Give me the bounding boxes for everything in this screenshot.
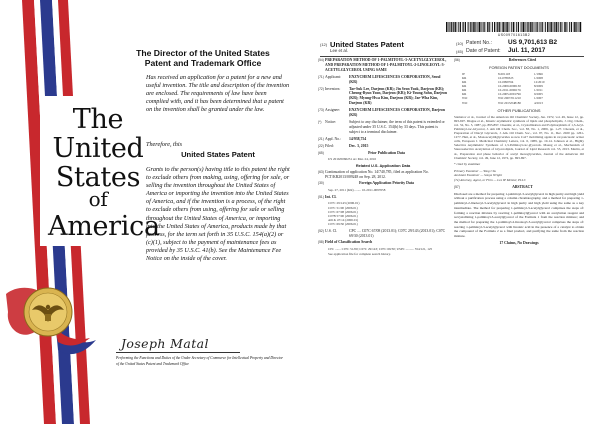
document-number: US009701613B2	[497, 33, 531, 37]
foreign-doc-cell: WO 2013/048180	[498, 100, 521, 105]
inventors-value: Tae-Suk Lee, Daejeon (KR); Jin Seon Yook, Daejeon (KR); Cheong-Ryun Yoon, Daejeon (KR); Ki-Young Sohn, Daejeon (KR); Myung-Hwa Kim, Daejeon (KR); Jae-Wha Kim, Daejeon (KR)	[349, 86, 448, 106]
grant-intro-text: Has received an application for a patent for a new and useful invention. The title and description of the invention are enclosed. The requirements of law have been complied with, and it has been determined that a patent on the invention shall be granted under the law.	[146, 74, 290, 114]
foreign-doc-cell: KR	[462, 76, 467, 80]
barcode-bar	[473, 22, 474, 32]
related-field	[318, 170, 448, 180]
int-cl-item: C07C 51/00 (2006.01)	[328, 205, 358, 210]
field-code: (30)	[318, 181, 324, 186]
director-heading-line-2: Patent and Trademark Office	[144, 58, 262, 68]
appl-no-field	[318, 137, 448, 142]
applicant-value: ENZYCHEM LIFESCIENCES CORPORATION, Seoul (KR)	[349, 74, 441, 84]
primary-examiner: Primary Examiner — Yong Chu	[454, 168, 497, 173]
int-cl-item: A61K 47/14 (2006.01)	[328, 218, 359, 223]
barcode-bar	[536, 22, 537, 32]
barcode-bar	[550, 22, 551, 32]
barcode-bars	[446, 22, 581, 32]
other-pubs-text: Stamatov et al., Journal of the American Oil Chemists' Society, Jan. 1972, vol. 49, Issue 12, pp. 693-697. Diagne et al., Kinetic asymmetric synthesis of lipids and phospholipids, J. Org. Chem., vol. 52, No. 5, 1987, pp. 895-897. Cheenbr, et al., Crystallization and Polymorphism of 1,3-Acyl-Palmitoyl-rac-Glycerol, J. Am Oil Chem. Soc., vol. 83, No. 1, 2006, pp. 1-27. Cheonis, et al., Preparation of Diacyl Glycerols, J. Am. Oil Chem. Soc., vol. 97, No. 11, Dec. 2020 pp. 1261-1277. Heti, et al., Monoacetyldiglycerides as new Ca2+ mobilizing agents in rat pancreatic acinar cells, European J. Medicinal Chemistry Letters, vol. 6, 1989, pp. 10-14. Johnson et al., Highly Selective Asymmetric Synthesis of 1,3-Palmitoyl-rac-glycerols. Maeng et al., Mechanism of Stereoselective Acetylation of Glycerolipids, Journal of Lipid Research vol. 55, 2013. Martin, et al., Preparation and phase behavior of acetyl monoglycerides, Journal of the American Oil Chemists' Society, vol. 49, June 12, 1972, pp. 693-697.	[454, 114, 584, 160]
barcode-bar	[511, 22, 512, 32]
field-code: (54)	[318, 58, 324, 62]
field-code: (21)	[318, 136, 324, 141]
barcode-bar	[482, 22, 483, 32]
field-code: (22)	[318, 143, 324, 148]
prior-pub-value: US 2016/0060231 A1 Mar. 24, 2016	[328, 157, 377, 162]
barcode-bar	[513, 22, 514, 32]
us-cl-value: CPC .... C07C 67/08 (2013.01); C07C 29/143 (2013.01); C07C 69/30 (2013.01)	[349, 228, 446, 238]
field-label: Inventors:	[325, 86, 341, 91]
foreign-doc-cell: 1/2008	[534, 76, 543, 80]
country-heading: United States Patent	[330, 40, 404, 49]
date-label: Date of Patent:	[466, 48, 501, 54]
field-code: (51)	[318, 194, 324, 199]
barcode-bar	[492, 22, 493, 32]
claims-line: 17 Claims, No Drawings	[499, 240, 539, 245]
foreign-docs-table	[454, 72, 584, 105]
barcode-bar	[521, 22, 522, 32]
notice-value: Subject to any disclaimer, the term of this patent is extended or adjusted under 35 U.S.C. 154(b) by 33 days. This patent is subject to a terminal disclaimer.	[349, 119, 445, 134]
barcode-bar	[470, 22, 471, 32]
seal-icon	[22, 286, 74, 338]
related-value: Continuation of application No. 14/740,785, filed as application No. PCT/KR2013/009248 on Sep. 28, 2012.	[325, 169, 429, 179]
int-cl-item: C07C 69/30 (2006.01)	[328, 222, 358, 227]
cited-by-note: * cited by examiner	[454, 161, 481, 166]
foreign-doc-cell: KR	[462, 84, 467, 89]
barcode-bar	[460, 22, 461, 32]
code-10: (10)	[456, 41, 464, 46]
field-code: (65)	[318, 150, 324, 155]
barcode-bar	[560, 22, 561, 32]
title-word-of: of	[88, 187, 108, 211]
barcode-bar	[558, 22, 559, 32]
foreign-doc-cell: 10-0789323	[498, 76, 514, 80]
barcode-bar	[487, 22, 488, 32]
barcode-bar	[453, 22, 454, 32]
director-signature: Joseph Matal	[121, 336, 209, 351]
int-cl-item: C07C 67/08 (2006.01)	[328, 209, 358, 214]
barcode-bar	[518, 22, 519, 32]
foreign-priority-heading: Foreign Application Priority Data	[359, 181, 414, 186]
abstract-heading: ABSTRACT	[512, 184, 533, 189]
barcode-bar	[527, 22, 528, 32]
foreign-doc-cell: WO	[462, 96, 468, 101]
barcode-bar	[499, 22, 500, 32]
prior-pub-heading: Prior Publication Data	[368, 150, 405, 155]
code-45: (45)	[456, 49, 464, 54]
prior-pub-field	[318, 151, 448, 156]
barcode-bar	[564, 22, 565, 32]
field-label: U.S. Cl.	[325, 228, 338, 233]
foreign-doc-cell: 10-2011-0006176	[498, 88, 521, 93]
field-code: (63)	[318, 169, 324, 174]
patent-number-label: Patent No.:	[466, 40, 492, 46]
director-heading	[118, 48, 288, 68]
patent-masthead	[320, 38, 584, 55]
field-label: Appl. No.:	[325, 136, 342, 141]
title-field	[318, 58, 448, 73]
barcode-bar	[556, 22, 557, 32]
assignee-value: ENZYCHEM LIFESCIENCES CORPORATION, Daejeon (KR)	[349, 108, 445, 118]
barcode-bar	[488, 22, 489, 32]
barcode-bar	[455, 22, 456, 32]
barcode-bar	[575, 22, 576, 32]
field-code: (52)	[318, 228, 324, 233]
int-cl-list	[318, 201, 448, 226]
field-label: Applicant:	[325, 74, 342, 79]
foreign-doc-cell: 10-0999764	[498, 80, 514, 85]
barcode-icon	[446, 22, 582, 32]
barcode-bar	[478, 22, 479, 32]
patent-heading: United States Patent	[181, 150, 255, 159]
assistant-examiner: Assistant Examiner — Sonya Wright	[454, 173, 502, 178]
barcode-bar	[580, 22, 581, 32]
appl-no-value: 14/938,754	[349, 136, 367, 141]
foreign-doc-cell: 10-2009-0090130	[498, 84, 521, 89]
masthead-rule	[320, 56, 584, 57]
barcode-bar	[479, 22, 480, 32]
field-label: Assignee:	[325, 108, 340, 113]
barcode-bar	[497, 22, 498, 32]
references-heading: References Cited	[508, 58, 537, 62]
abstract-text: Disclosed are a method for preparing 1-palmitoyl-3-acetylglycerol in high purity and high yield without a purification process using a column chromatography, and a method for preparing 1-palmitoyl-2-linoleoyl-3-acetylglycerol in high purity and high yield using the same as a key intermediate. The method for preparing 1-palmitoyl-3-acetylglycerol comprises the steps of: forming a reaction mixture by reacting 1-palmitoylglycerol with an acetylation reagent and recrystallizing 1-palmitoyl-3-acetylglycerol of the Formula 1 from the reaction mixture; and the method for preparing the 1-palmitoyl-2-linoleoyl-3-acetylglycerol comprises the steps of: reacting 1-palmitoyl-3-acetylglycerol with linoleic acid in the presence of a catalyst to obtain the compound of the Formula 2 as a final product, and purifying the same from the reaction mixture.	[454, 191, 584, 239]
field-code: (56)	[454, 58, 460, 62]
foreign-doc-cell: 1/2011	[534, 88, 543, 93]
barcode-bar	[531, 22, 532, 32]
barcode-bar	[545, 22, 546, 32]
field-search-note: See application file for complete search history.	[328, 251, 391, 256]
foreign-priority-field	[318, 181, 448, 186]
filed-field	[318, 144, 448, 149]
patent-number: US 9,701,613 B2	[508, 39, 558, 46]
int-cl-item: C07C 29/143 (2006.01)	[328, 201, 360, 206]
foreign-doc-cell: KR	[462, 80, 467, 85]
title-word-united: United	[52, 133, 144, 164]
foreign-doc-cell: KR	[462, 92, 467, 97]
field-code: (72)	[318, 86, 324, 91]
references-field	[454, 58, 584, 63]
barcode-bar	[503, 22, 504, 32]
field-search-label: Field of Classification Search	[325, 240, 373, 245]
barcode-bar	[483, 22, 484, 32]
barcode-bar	[449, 22, 450, 32]
barcode-bar	[535, 22, 536, 32]
abstract-field	[454, 185, 584, 190]
foreign-doc-row	[462, 101, 584, 105]
foreign-doc-cell: KR	[462, 88, 467, 93]
therefore-text: Therefore, this	[146, 141, 182, 148]
date-of-patent: Jul. 11, 2017	[508, 47, 546, 54]
barcode-bar	[465, 22, 466, 32]
barcode-bar	[506, 22, 507, 32]
applicant-field	[318, 75, 448, 85]
field-search-value: CPC ....... C07C 51/00; C07C 29/143; C07C 69/30; USPC .......... 554/121, 125	[328, 247, 433, 252]
us-cl-field	[318, 229, 448, 239]
barcode-bar	[468, 22, 469, 32]
barcode-bar	[523, 22, 524, 32]
field-code: (73)	[318, 108, 324, 113]
barcode-bar	[446, 22, 447, 32]
foreign-doc-cell: JP	[462, 71, 466, 76]
foreign-doc-cell: 12/2010	[534, 80, 545, 85]
foreign-docs-heading: FOREIGN PATENT DOCUMENTS	[489, 64, 549, 70]
foreign-doc-cell: 8/2009	[534, 84, 543, 89]
filed-value: Dec. 3, 2015	[349, 143, 369, 148]
foreign-doc-cell: 9/2005	[534, 92, 543, 97]
field-code: (57)	[454, 184, 460, 189]
official-duties-text: Performing the Functions and Duties of the Under Secretary of Commerce for Intellectual Property and Director of the United States Patent and Trademark Office	[116, 356, 283, 367]
barcode-bar	[565, 22, 566, 32]
foreign-priority-value: Sep. 27, 2011 (KR) ........ 10-2011-0097658	[328, 188, 386, 193]
barcode-bar	[526, 22, 527, 32]
title-word-america: America	[48, 211, 160, 242]
invention-title: PREPARATION METHOD OF 1-PALMITOYL-3-ACETYLGLYCEROL, AND PREPARATION METHOD OF 1-PALMITOYL-2-LINOLEOYL-3-ACETYLGLYCEROL USING SAME	[325, 58, 447, 72]
int-cl-label: Int. Cl.	[325, 194, 337, 199]
barcode-bar	[458, 22, 459, 32]
signature-line	[116, 352, 240, 353]
field-label: Filed:	[325, 143, 334, 148]
barcode-bar	[451, 22, 452, 32]
title-word-the: The	[72, 104, 124, 135]
director-heading-line-1: The Director of the United States	[136, 48, 270, 58]
barcode-bar	[579, 22, 580, 32]
left-column	[318, 58, 448, 256]
code-12: (12)	[320, 42, 328, 47]
barcode-bar	[571, 22, 572, 32]
notice-field	[318, 120, 448, 135]
barcode-bar	[530, 22, 531, 32]
foreign-doc-cell: 4/2013	[534, 100, 543, 105]
int-cl-field	[318, 195, 448, 200]
foreign-doc-cell: 8-001118	[498, 71, 510, 76]
barcode-bar	[540, 22, 541, 32]
barcode-bar	[474, 22, 475, 32]
barcode-bar	[463, 22, 464, 32]
other-pubs-heading: OTHER PUBLICATIONS	[497, 107, 541, 113]
barcode-bar	[502, 22, 503, 32]
field-code: (58)	[318, 240, 324, 245]
foreign-doc-cell: 1/2007	[534, 96, 543, 101]
field-code: (71)	[318, 74, 324, 79]
barcode-bar	[507, 22, 508, 32]
inventors-short: Lee et al.	[330, 48, 349, 53]
assignee-field	[318, 108, 448, 118]
barcode-bar	[542, 22, 543, 32]
foreign-doc-cell: WO 2007/011210	[498, 96, 521, 101]
foreign-doc-cell: 1/1996	[534, 71, 543, 76]
barcode-bar	[551, 22, 552, 32]
field-search-field	[318, 240, 448, 245]
attorney: (74) Attorney, Agent, or Firm — Lex IP Meister, PLLC	[454, 177, 526, 182]
related-heading: Related U.S. Application Data	[355, 162, 411, 168]
barcode-bar	[547, 22, 548, 32]
barcode-bar	[516, 22, 517, 32]
foreign-doc-cell: 10-2005-0091796	[498, 92, 521, 97]
int-cl-item: C07B 57/00 (2006.01)	[328, 214, 358, 219]
barcode-bar	[494, 22, 495, 32]
field-label: Notice:	[325, 119, 337, 124]
field-code: (*)	[318, 119, 322, 124]
grant-body-text: Grants to the person(s) having title to this patent the right to exclude others from making, using, offering for sale, or selling the invention throughout the United States of America or importing the invention into the United States of America, and if the invention is a process, of the right to exclude others from using, offering for sale or selling throughout the United States of America, or importing into the United States of America, products made by that process, for the term set forth in 35 U.S.C. 154(a)(2) or (c)(1), subject to the payment of maintenance fees as provided by 35 U.S.C. 41(b). See the Maintenance Fee Notice on the inside of the cover.	[146, 166, 290, 263]
barcode-bar	[574, 22, 575, 32]
foreign-doc-cell: WO	[462, 100, 468, 105]
inventors-field	[318, 87, 448, 107]
barcode-bar	[554, 22, 555, 32]
patent-front-page	[318, 22, 586, 408]
title-word-states: States	[55, 162, 141, 193]
barcode-bar	[569, 22, 570, 32]
right-column	[454, 58, 584, 245]
